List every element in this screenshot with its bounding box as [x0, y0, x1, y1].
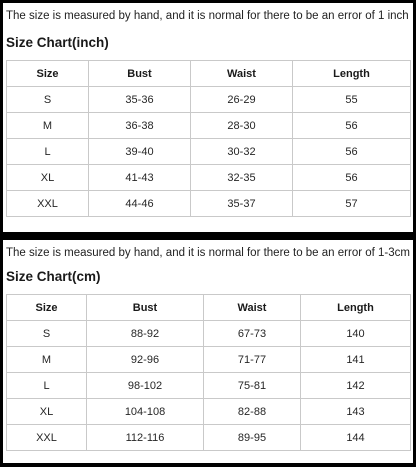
size-chart-inch-panel	[3, 3, 413, 232]
length-cell: 140	[301, 321, 411, 347]
bust-cell: 41-43	[89, 165, 191, 191]
length-cell: 57	[293, 191, 411, 217]
bust-cell: 88-92	[87, 321, 204, 347]
waist-cell: 82-88	[204, 399, 301, 425]
waist-cell: 26-29	[191, 87, 293, 113]
size-cell: XL	[7, 165, 89, 191]
table-row	[7, 321, 411, 347]
bust-cell: 112-116	[87, 425, 204, 451]
size-cell: XXL	[7, 425, 87, 451]
table-row	[7, 191, 411, 217]
size-chart-inch-table	[6, 60, 411, 217]
column-header-length: Length	[293, 61, 411, 87]
size-chart-cm-panel	[3, 240, 413, 463]
column-header-bust: Bust	[87, 295, 204, 321]
table-row	[7, 425, 411, 451]
size-cell: M	[7, 347, 87, 373]
waist-cell: 89-95	[204, 425, 301, 451]
bust-cell: 39-40	[89, 139, 191, 165]
column-header-waist: Waist	[204, 295, 301, 321]
bust-cell: 44-46	[89, 191, 191, 217]
table-row	[7, 347, 411, 373]
size-cell: M	[7, 113, 89, 139]
column-header-bust: Bust	[89, 61, 191, 87]
column-header-size: Size	[7, 61, 89, 87]
table-header-row	[7, 61, 411, 87]
measurement-note-inch: The size is measured by hand, and it is normal for there to be an error of 1 inch	[6, 10, 409, 22]
size-cell: S	[7, 87, 89, 113]
bust-cell: 92-96	[87, 347, 204, 373]
size-cell: L	[7, 139, 89, 165]
size-cell: L	[7, 373, 87, 399]
size-chart-cm-table	[6, 294, 411, 451]
length-cell: 55	[293, 87, 411, 113]
column-header-length: Length	[301, 295, 411, 321]
length-cell: 56	[293, 139, 411, 165]
measurement-note-cm: The size is measured by hand, and it is normal for there to be an error of 1-3cm	[6, 247, 410, 259]
column-header-waist: Waist	[191, 61, 293, 87]
bust-cell: 36-38	[89, 113, 191, 139]
table-row	[7, 399, 411, 425]
bust-cell: 98-102	[87, 373, 204, 399]
length-cell: 144	[301, 425, 411, 451]
waist-cell: 71-77	[204, 347, 301, 373]
column-header-size: Size	[7, 295, 87, 321]
waist-cell: 75-81	[204, 373, 301, 399]
size-chart-inch-title: Size Chart(inch)	[6, 35, 109, 50]
length-cell: 143	[301, 399, 411, 425]
waist-cell: 30-32	[191, 139, 293, 165]
waist-cell: 32-35	[191, 165, 293, 191]
size-chart-cm-title: Size Chart(cm)	[6, 269, 101, 284]
table-header-row	[7, 295, 411, 321]
table-row	[7, 165, 411, 191]
table-row	[7, 87, 411, 113]
length-cell: 56	[293, 165, 411, 191]
bust-cell: 35-36	[89, 87, 191, 113]
waist-cell: 67-73	[204, 321, 301, 347]
size-cell: XXL	[7, 191, 89, 217]
size-cell: XL	[7, 399, 87, 425]
table-row	[7, 139, 411, 165]
bust-cell: 104-108	[87, 399, 204, 425]
table-row	[7, 373, 411, 399]
waist-cell: 35-37	[191, 191, 293, 217]
length-cell: 141	[301, 347, 411, 373]
table-row	[7, 113, 411, 139]
length-cell: 142	[301, 373, 411, 399]
waist-cell: 28-30	[191, 113, 293, 139]
length-cell: 56	[293, 113, 411, 139]
size-cell: S	[7, 321, 87, 347]
